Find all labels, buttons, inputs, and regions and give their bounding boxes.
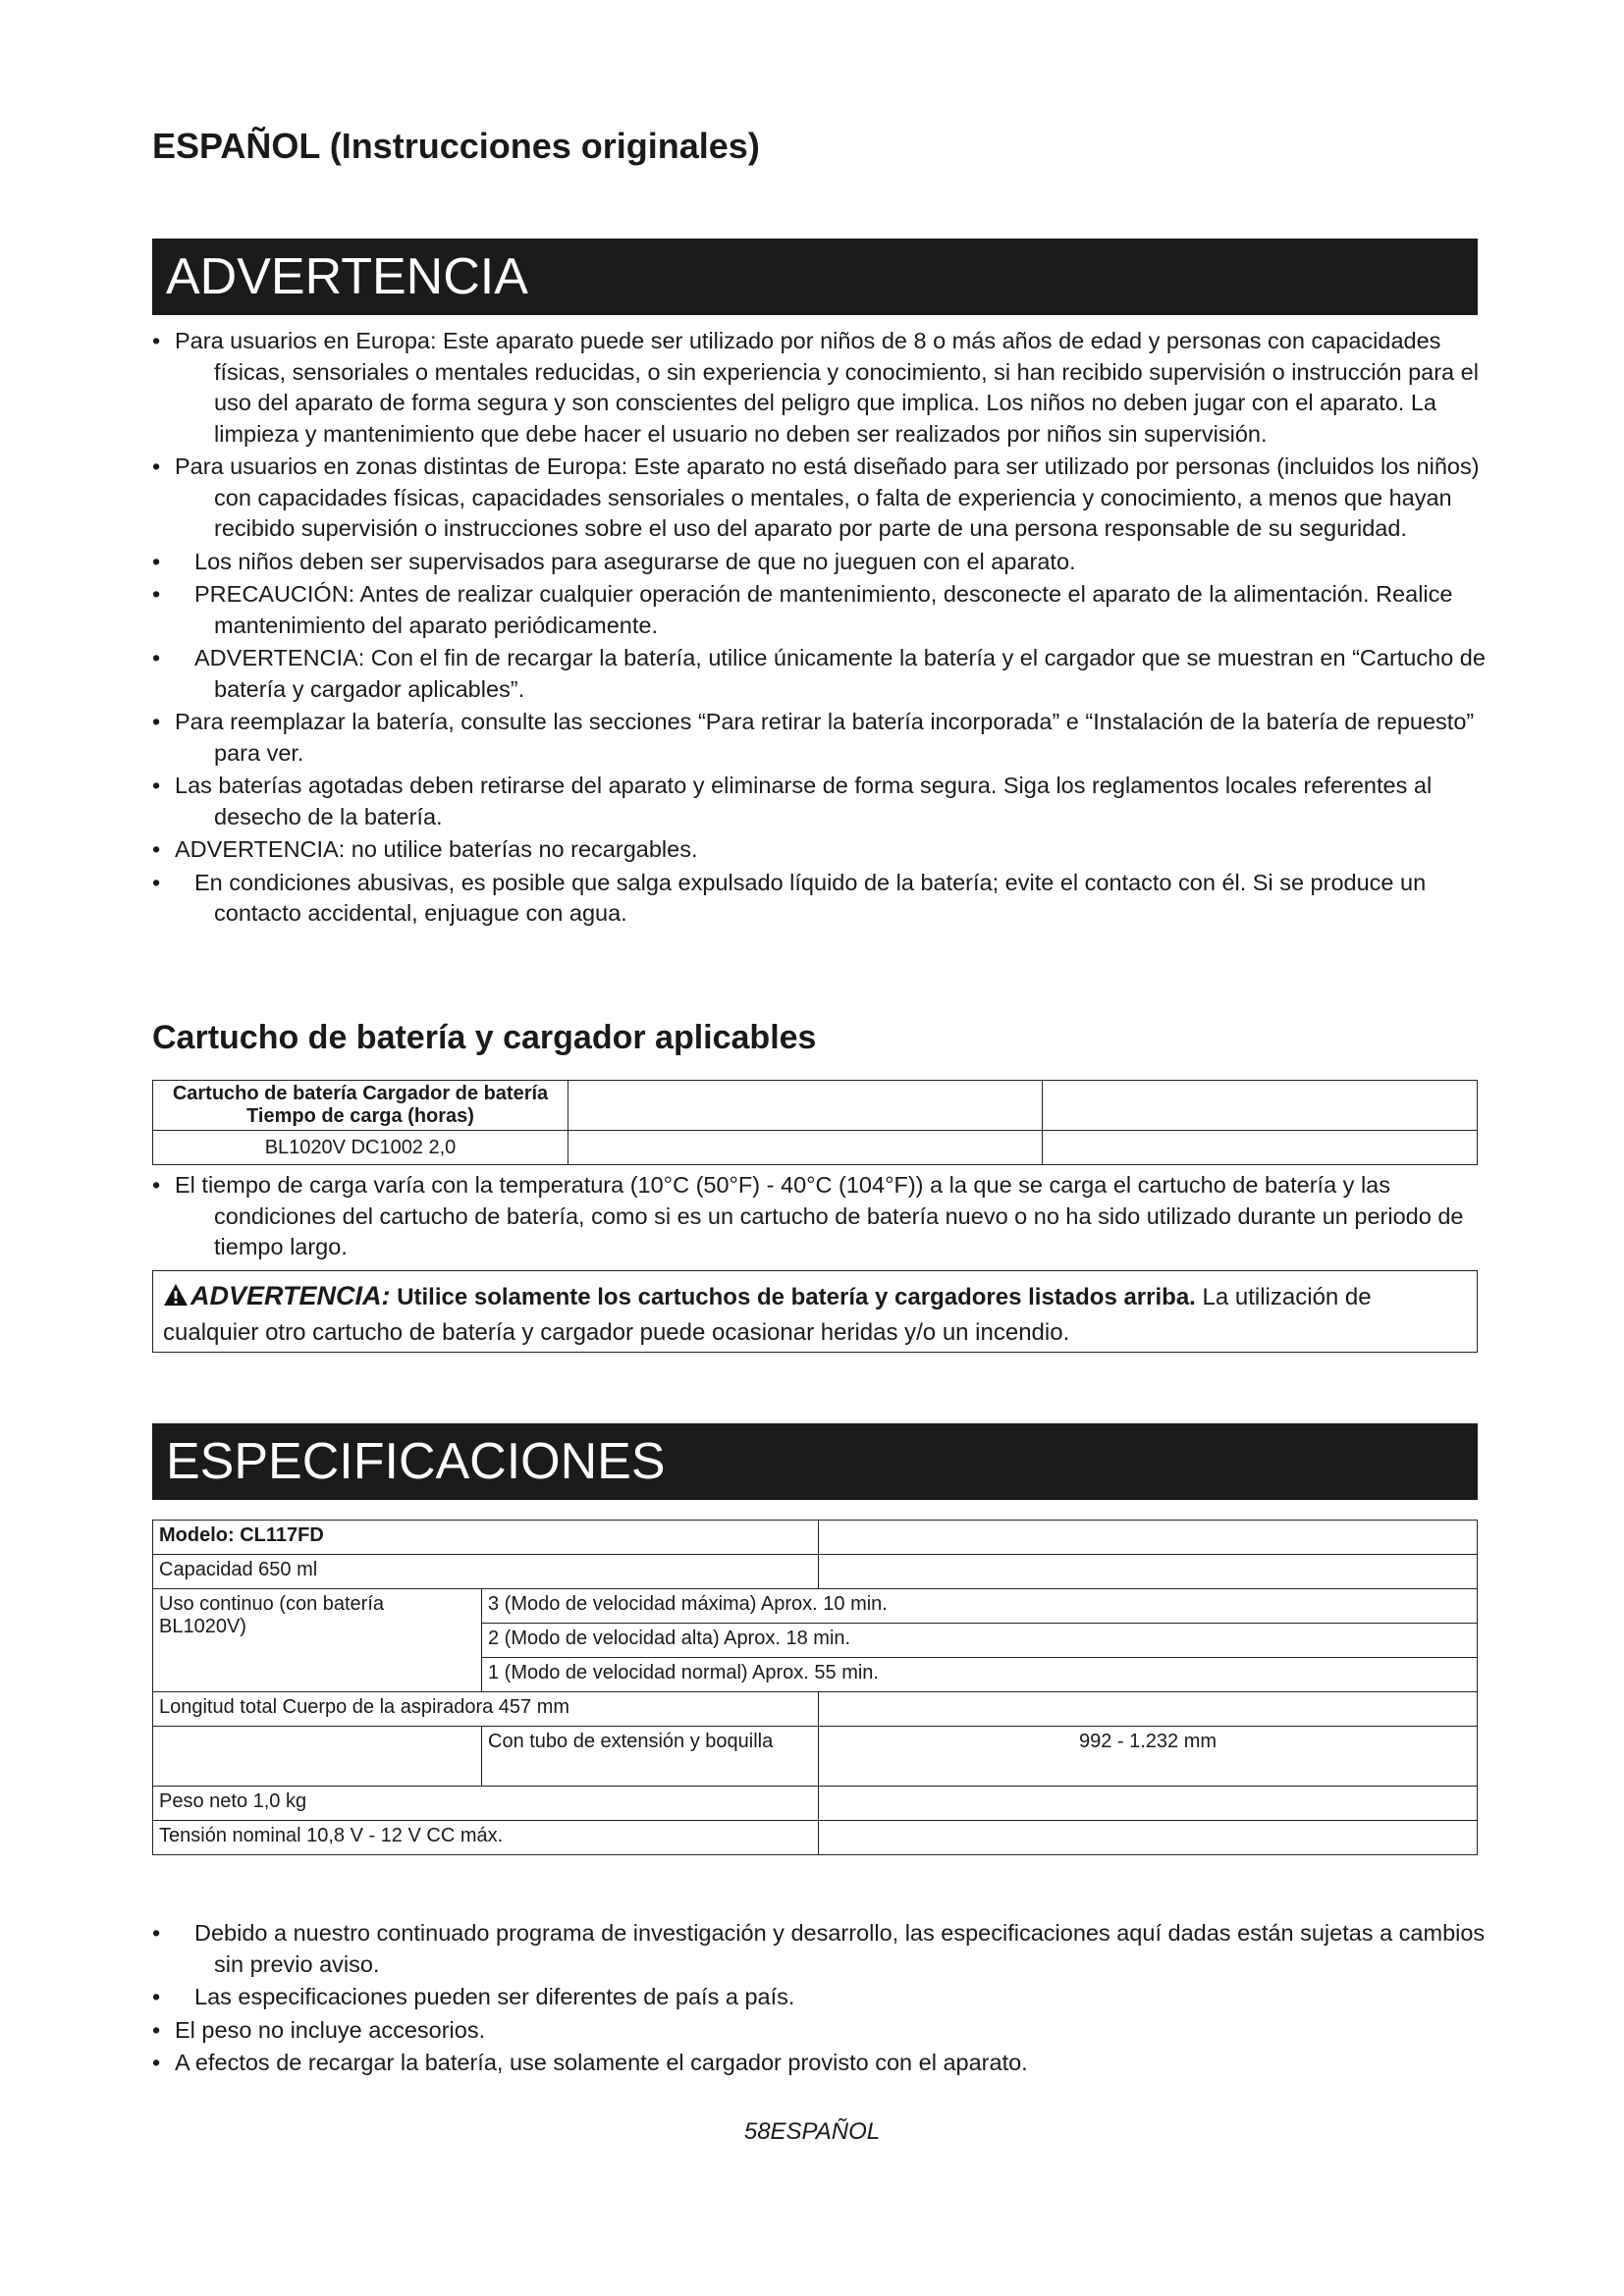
warning-banner [152, 239, 1478, 315]
warning-item: • En condiciones abusivas, es posible que salga expulsado líquido de la batería; evite el contacto con él. Si se produce un contacto accidental, enjuague con agua. [152, 868, 1488, 930]
spec-note: • El peso no incluye accesorios. [152, 2015, 1488, 2047]
table-row [153, 1589, 1478, 1624]
spec-length-body: Longitud total Cuerpo de la aspiradora 457 mm [153, 1692, 819, 1727]
spec-length-tube-label: Con tubo de extensión y boquilla [482, 1727, 819, 1787]
warning-title: ADVERTENCIA [166, 248, 528, 305]
table-row [153, 1692, 1478, 1727]
spec-note: • A efectos de recargar la batería, use solamente el cargador provisto con el aparato. [152, 2048, 1488, 2079]
specs-banner [152, 1423, 1478, 1500]
warning-triangle-icon [163, 1283, 190, 1316]
battery-table [152, 1080, 1478, 1165]
spec-capacity: Capacidad 650 ml [153, 1555, 819, 1589]
warning-list [152, 326, 1488, 932]
specs-table [152, 1520, 1478, 1855]
spec-note: • Debido a nuestro continuado programa de investigación y desarrollo, las especificaciones aquí dadas están sujetas a cambios sin previo aviso. [152, 1918, 1488, 1980]
table-row [153, 1555, 1478, 1589]
table-row [153, 1821, 1478, 1855]
spec-mode-1: 1 (Modo de velocidad normal) Aprox. 55 min. [482, 1658, 1478, 1692]
spec-notes [152, 1918, 1488, 2081]
table-row [153, 1727, 1478, 1787]
warning-rest-text: La utilización de cualquier otro cartucho de batería y cargador puede ocasionar heridas y/o un incendio. [163, 1284, 1372, 1346]
battery-section-title: Cartucho de batería y cargador aplicables [152, 1019, 817, 1056]
spec-length-tube-value: 992 - 1.232 mm [819, 1727, 1478, 1787]
spec-weight: Peso neto 1,0 kg [153, 1787, 819, 1821]
spec-note: • Las especificaciones pueden ser diferentes de país a país. [152, 1982, 1488, 2013]
warning-bold-text: Utilice solamente los cartuchos de batería y cargadores listados arriba. [397, 1284, 1196, 1310]
spec-continuous-use: Uso continuo (con batería BL1020V) [153, 1589, 482, 1692]
page-title: ESPAÑOL (Instrucciones originales) [152, 126, 760, 166]
warning-item: • PRECAUCIÓN: Antes de realizar cualquier operación de mantenimiento, desconecte el aparato de la alimentación. Realice mantenimiento del aparato periódicamente. [152, 579, 1488, 641]
spec-model: Modelo: CL117FD [153, 1521, 819, 1555]
spec-mode-2: 2 (Modo de velocidad alta) Aprox. 18 min. [482, 1624, 1478, 1658]
warning-item: • Para usuarios en zonas distintas de Europa: Este aparato no está diseñado para ser utilizado por personas (incluidos los niños) con capacidades físicas, capacidades sensoriales o mentales, o falta de experiencia y conocimiento, a menos que hayan recibido supervisión o instrucciones sobre el uso del aparato por parte de una persona responsable de su seguridad. [152, 452, 1488, 545]
spec-voltage: Tensión nominal 10,8 V - 12 V CC máx. [153, 1821, 819, 1855]
table-row [153, 1787, 1478, 1821]
table-row [153, 1131, 1478, 1165]
warning-item: • ADVERTENCIA: no utilice baterías no recargables. [152, 834, 1488, 866]
table-row [153, 1521, 1478, 1555]
specs-title: ESPECIFICACIONES [166, 1433, 666, 1490]
battery-warning-box [152, 1270, 1478, 1353]
table-row [153, 1081, 1478, 1131]
warning-item: • Las baterías agotadas deben retirarse del aparato y eliminarse de forma segura. Siga los reglamentos locales referentes al desecho de la batería. [152, 771, 1488, 832]
warning-item: • Para reemplazar la batería, consulte las secciones “Para retirar la batería incorporada” e “Instalación de la batería de repuesto” para ver. [152, 707, 1488, 769]
warning-item: • Los niños deben ser supervisados para asegurarse de que no jueguen con el aparato. [152, 547, 1488, 578]
battery-notes [152, 1170, 1488, 1265]
warning-label: ADVERTENCIA: [190, 1281, 391, 1310]
warning-item: • ADVERTENCIA: Con el fin de recargar la batería, utilice únicamente la batería y el cargador que se muestran en “Cartucho de batería y cargador aplicables”. [152, 643, 1488, 705]
warning-item: • Para usuarios en Europa: Este aparato puede ser utilizado por niños de 8 o más años de edad y personas con capacidades físicas, sensoriales o mentales reducidas, o sin experiencia y conocimiento, si han recibido supervisión o instrucción para el uso del aparato de forma segura y son conscientes del peligro que implica. Los niños no deben jugar con el aparato. La limpieza y mantenimiento que debe hacer el usuario no deben ser realizados por niños sin supervisión. [152, 326, 1488, 450]
battery-table-header: Cartucho de batería Cargador de batería Tiempo de carga (horas) [153, 1081, 568, 1131]
battery-table-cell: BL1020V DC1002 2,0 [153, 1131, 568, 1165]
page-number: 58ESPAÑOL [743, 2118, 881, 2145]
charge-time-note: • El tiempo de carga varía con la temperatura (10°C (50°F) - 40°C (104°F)) a la que se carga el cartucho de batería y las condiciones del cartucho de batería, como si es un cartucho de batería nuevo o no ha sido utilizado durante un periodo de tiempo largo. [152, 1170, 1488, 1263]
spec-mode-3: 3 (Modo de velocidad máxima) Aprox. 10 min. [482, 1589, 1478, 1624]
